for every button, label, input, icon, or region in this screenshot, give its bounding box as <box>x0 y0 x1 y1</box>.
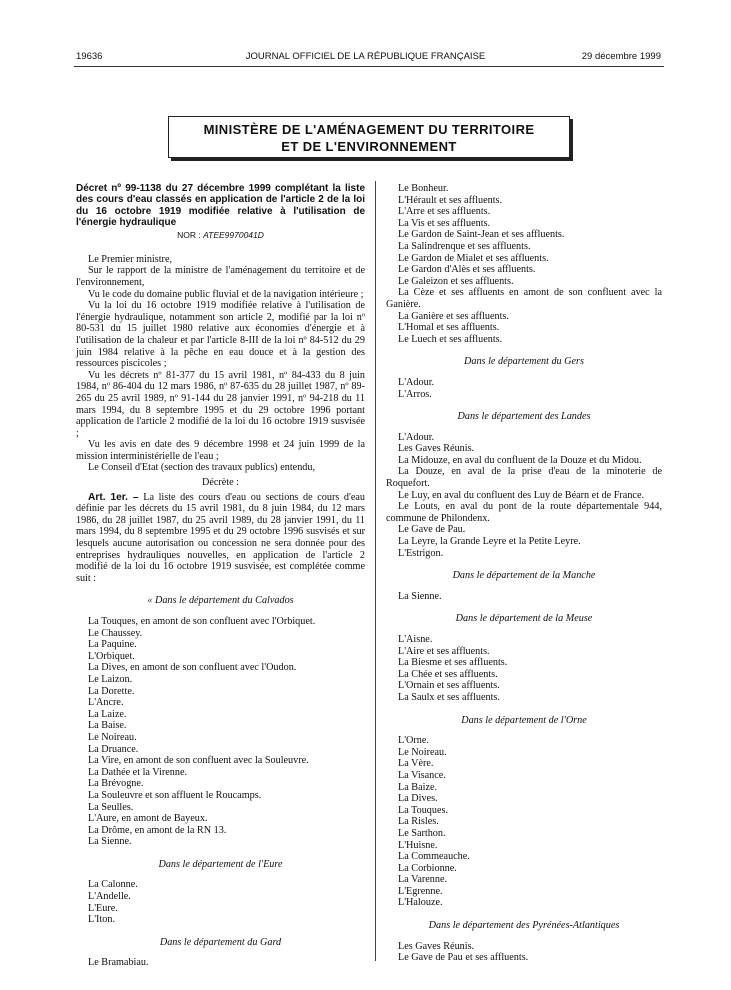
issue-date: 29 décembre 1999 <box>581 51 661 62</box>
article-1-label: Art. 1er. – <box>88 491 139 503</box>
river-list-item: L'Orbiquet. <box>88 650 135 662</box>
river-list-item: La Druance. <box>88 743 139 755</box>
river-list-item: La Dives. <box>398 793 438 805</box>
river-list-item: Le Louts, en aval du pont de la route départementale 944, commune de Philondenx. <box>386 501 662 524</box>
preamble <box>76 254 365 474</box>
river-list-item: La Sienne. <box>88 836 132 848</box>
river-list-item: L'Ancre. <box>88 697 124 709</box>
river-list-item: Le Sarthon. <box>398 827 446 839</box>
river-list-item: L'Eure. <box>88 902 118 914</box>
river-list-item: L'Egrenne. <box>398 885 443 897</box>
river-list-item: Le Gave de Pau. <box>398 524 466 536</box>
river-list-item: La Vire, en amont de son confluent avec la Souleuvre. <box>88 755 309 767</box>
river-list-item: Le Gardon de Mialet et ses affluents. <box>398 252 549 264</box>
river-list-item: La Baize. <box>398 781 438 793</box>
preamble-paragraph: Sur le rapport de la ministre de l'aménagement du territoire et de l'environnement, <box>76 265 365 288</box>
department-heading: Dans le département du Gard <box>159 936 282 948</box>
river-list-item: L'Aure, en amont de Bayeux. <box>88 813 208 825</box>
river-list-item: L'Andelle. <box>88 891 131 903</box>
river-list-item: La Biesme et ses affluents. <box>398 657 508 669</box>
river-list-item: La Touques. <box>398 804 449 816</box>
river-list-item: La Cèze et ses affluents en amont de son confluent avec la Ganière. <box>386 287 662 310</box>
river-list-item: Le Luy, en aval du confluent des Luy de Béarn et de France. <box>398 489 645 501</box>
river-list-item: La Midouze, en aval du confluent de la Douze et du Midou. <box>398 454 642 466</box>
river-list-item: Les Gaves Réunis. <box>398 940 475 952</box>
river-list-item: Le Bramabiau. <box>88 957 149 969</box>
river-list-item: Le Gardon d'Alès et ses affluents. <box>398 264 536 276</box>
river-list-item: La Commeauche. <box>398 851 470 863</box>
river-list-item: La Saulx et ses affluents. <box>398 691 500 703</box>
river-list-item: Les Gaves Réunis. <box>398 443 475 455</box>
ministry-banner <box>168 116 570 158</box>
nor-label: NOR : <box>177 230 201 241</box>
preamble-paragraph: Le Premier ministre, <box>88 253 173 265</box>
preamble-paragraph: Vu le code du domaine public fluvial et de la navigation intérieure ; <box>88 288 364 300</box>
river-list-item: Le Noireau. <box>398 746 447 758</box>
department-heading: Dans le département de la Manche <box>452 570 596 582</box>
ministry-line-2: ET DE L'ENVIRONNEMENT <box>281 139 457 154</box>
river-list-item: La Sienne. <box>398 590 442 602</box>
river-list-item: La Dorette. <box>88 685 135 697</box>
river-list-item: L'Hérault et ses affluents. <box>398 194 503 206</box>
river-list-item: La Varenne. <box>398 874 448 886</box>
running-header <box>0 51 731 65</box>
decree-title: Décret nº 99-1138 du 27 décembre 1999 complétant la liste des cours d'eau classés en application de l'article 2 de la loi du 16 octobre 1919 modifiée relative à l'utilisation de l'énergie hydraulique <box>76 183 365 228</box>
river-list-item: La Vis et ses affluents. <box>398 217 491 229</box>
river-list-item: L'Aire et ses affluents. <box>398 645 490 657</box>
departments-right <box>386 183 662 964</box>
nor-reference <box>76 230 365 242</box>
department-heading: Dans le département des Pyrénées-Atlantiques <box>428 920 620 932</box>
department-heading: Dans le département du Gers <box>464 356 584 368</box>
river-list-item: La Touques, en amont de son confluent avec l'Orbiquet. <box>88 616 316 627</box>
departments-left <box>76 595 365 969</box>
river-list-item: L'Homal et ses affluents. <box>398 322 500 334</box>
river-list-item: L'Iton. <box>88 914 116 926</box>
river-list-item: La Douze, en aval de la prise d'eau de la minoterie de Roquefort. <box>386 466 662 490</box>
river-list-item: Le Galeizon et ses affluents. <box>398 275 514 287</box>
river-list-item: La Laize. <box>88 708 127 720</box>
river-list-item: La Salindrenque et ses affluents. <box>398 240 531 252</box>
article-1 <box>76 492 365 585</box>
river-list-item: La Ganière et ses affluents. <box>398 310 509 322</box>
river-list-item: L'Huisne. <box>398 839 438 851</box>
river-list-item: L'Aisne. <box>398 634 433 645</box>
river-list-item: Le Chaussey. <box>88 627 143 639</box>
river-list-item: La Leyre, la Grande Leyre et la Petite Leyre. <box>398 536 581 548</box>
river-list-item: La Calonne. <box>88 879 138 891</box>
river-list-item: L'Halouze. <box>398 897 443 909</box>
river-list-item: La Seulles. <box>88 801 134 813</box>
preamble-paragraph: Le Conseil d'Etat (section des travaux publics) entendu, <box>88 462 316 474</box>
department-heading: Dans le département de l'Orne <box>461 714 587 726</box>
river-list-item: La Corbionne. <box>398 862 457 874</box>
river-list-item: Le Luech et ses affluents. <box>398 333 503 345</box>
river-list-item: La Risles. <box>398 816 439 828</box>
river-list-item: La Drôme, en amont de la RN 13. <box>88 824 227 836</box>
river-list-item: L'Adour. <box>398 376 435 388</box>
header-rule <box>74 66 664 67</box>
left-column <box>76 183 365 969</box>
department-heading: Dans le département de la Meuse <box>455 613 593 625</box>
river-list-item: La Paquine. <box>88 639 137 651</box>
river-list-item: La Dives, en amont de son confluent avec l'Oudon. <box>88 662 297 674</box>
column-divider <box>375 181 376 961</box>
nor-code: ATEE9970041D <box>203 230 264 241</box>
river-list-item: L'Arre et ses affluents. <box>398 206 491 218</box>
river-list-item: L'Ornain et ses affluents. <box>398 680 500 692</box>
river-list-item: Le Noireau. <box>88 731 137 743</box>
river-list-item: L'Arros. <box>398 388 432 400</box>
river-list-item: L'Estrigon. <box>398 547 444 559</box>
ministry-line-1: MINISTÈRE DE L'AMÉNAGEMENT DU TERRITOIRE <box>203 122 535 137</box>
right-column <box>386 183 662 964</box>
department-heading: Dans le département des Landes <box>457 411 591 423</box>
article-1-text: La liste des cours d'eau ou sections de cours d'eau définie par les décrets du 15 avril 1981, du 8 juin 1984, du 12 mars 1986, du 28 juillet 1987, du 25 avril 1989, du 28 janvier 1991, du 11 mars 1994, du 8 septembre 1995 et du 29 octobre 1996 susvisés et sur lesquels aucune autorisation ou concession ne sera donnée pour des entreprises hydrauliques nouvelles, en application de l'article 2 modifié de la loi du 16 octobre 1919 susvisée, est complétée comme suit : <box>76 491 365 584</box>
preamble-paragraph: Vu la loi du 16 octobre 1919 modifiée relative à l'utilisation de l'énergie hydraulique, notamment son article 2, modifié par la loi nº 80-531 du 15 juillet 1980 relative aux économies d'énergie et à l'utilisation de la chaleur et par l'article 8-III de la loi nº 84-512 du 29 juin 1984 relative à la pêche en eau douce et à la gestion des ressources piscicoles ; <box>76 300 365 370</box>
preamble-paragraph: Vu les décrets nº 81-377 du 15 avril 1981, nº 84-433 du 8 juin 1984, nº 86-404 du 12 mars 1986, nº 87-635 du 28 juillet 1987, nº 89-265 du 25 avril 1989, nº 91-144 du 28 janvier 1991, nº 94-218 du 11 mars 1994, du 8 septembre 1995 et du 29 octobre 1996 portant application de l'article 2 modifié de la loi du 16 octobre 1919 susvisée ; <box>76 369 365 439</box>
river-list-item: La Vère. <box>398 758 434 770</box>
preamble-paragraph: Vu les avis en date des 9 décembre 1998 et 24 juin 1999 de la mission interministérielle de l'eau ; <box>76 439 365 462</box>
river-list-item: L'Orne. <box>398 735 429 747</box>
river-list-item: La Brévogne. <box>88 778 144 790</box>
river-list-item: Le Gardon de Saint-Jean et ses affluents. <box>398 229 565 241</box>
decrete-label: Décrète : <box>201 477 240 489</box>
river-list-item: L'Adour. <box>398 431 435 443</box>
page-number: 19636 <box>76 51 103 62</box>
river-list-item: Le Laizon. <box>88 673 133 685</box>
journal-title: JOURNAL OFFICIEL DE LA RÉPUBLIQUE FRANÇAISE <box>245 51 486 62</box>
river-list-item: Le Gave de Pau et ses affluents. <box>398 952 529 964</box>
department-heading: Dans le département de l'Eure <box>158 858 283 870</box>
river-list-item: La Visance. <box>398 769 446 781</box>
river-list-item: La Baise. <box>88 720 127 732</box>
river-list-item: La Souleuvre et son affluent le Roucamps. <box>88 789 262 801</box>
river-list-item: La Dathée et la Virenne. <box>88 766 188 778</box>
river-list-item: Le Bonheur. <box>398 183 449 194</box>
department-heading: « Dans le département du Calvados <box>147 595 294 607</box>
river-list-item: La Chée et ses affluents. <box>398 668 498 680</box>
